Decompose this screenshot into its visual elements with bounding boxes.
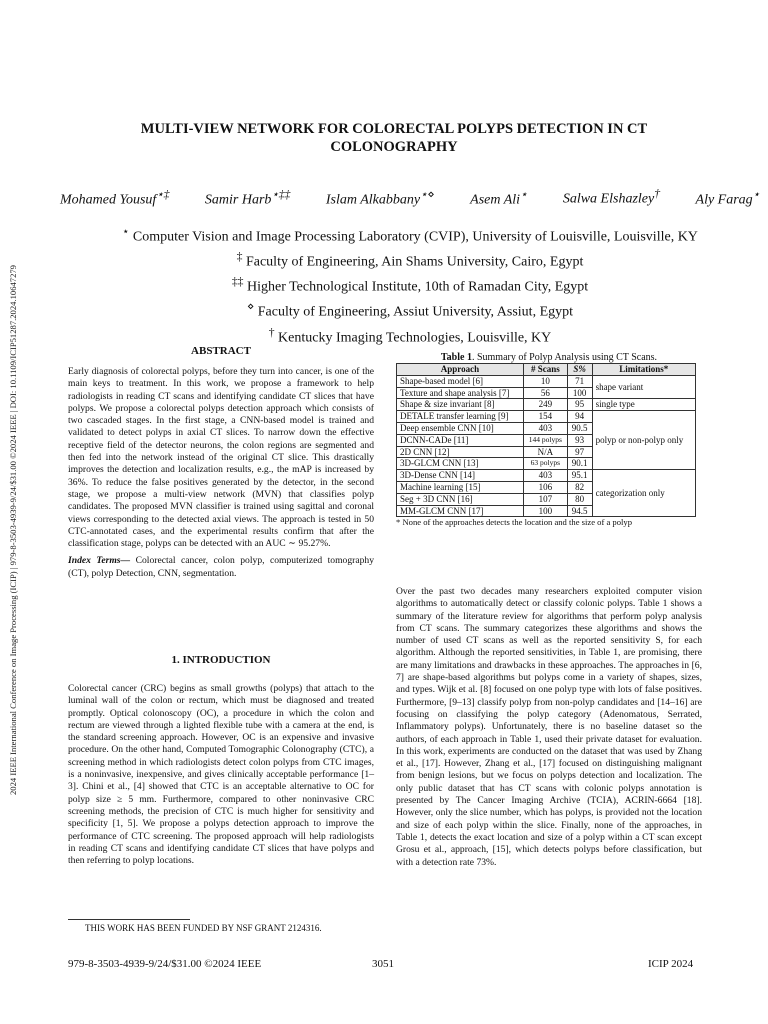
table-header-row: Approach # Scans S% Limitations* bbox=[397, 364, 696, 376]
table-row: DCNN-CADe [11] 144 polyps 93 bbox=[397, 434, 696, 446]
affiliation: ⋆ Computer Vision and Image Processing Laboratory (CVIP), University of Louisville, Louisville, KY bbox=[122, 225, 698, 245]
polyp-analysis-table bbox=[396, 363, 696, 517]
author: Islam Alkabbany⋆⋄ bbox=[325, 188, 435, 208]
table-row: Seg + 3D CNN [16] 107 80 bbox=[397, 493, 696, 505]
abstract-heading: ABSTRACT bbox=[191, 345, 251, 357]
funding-footnote: THIS WORK HAS BEEN FUNDED BY NSF GRANT 2124316. bbox=[85, 923, 322, 933]
table-row: Deep ensemble CNN [10] 403 90.5 bbox=[397, 422, 696, 434]
side-doi-strip bbox=[6, 190, 20, 870]
table-row: Shape & size invariant [8] 249 95 single type bbox=[397, 399, 696, 411]
abstract-text: Early diagnosis of colorectal polyps, before they turn into cancer, is one of the main keys to treatment. In this work, we propose a framework to help radiologists in reading CT scans and identifying candidate CT slices that have polyps. We propose a colorectal polyps detection approach which consists of two cascaded stages. In the first stage, a CNN-based model is trained and validated to detect polyps in axial CT slices. To narrow down the effective receptive field of the detector neurons, the colon regions are segmented and then fed into the network instead of the original CT slice. This drastically improves the detection and localization results, e.g., the mAP is increased by 36%. To reduce the false positives generated by the detector, in the second stage, we propose a multi-view network (MVN) that classifies polyp candidates. The proposed MVN classifier is trained using sagittal and coronal views corresponding to the detected axial views. The approach is tested in 50 CTC-annotated cases, and the experimental results confirm that after the classification stage, polyps can be detected with an AUC ∼ 95.27%. bbox=[68, 366, 374, 550]
table-row: 3D-GLCM CNN [13] 63 polyps 90.1 bbox=[397, 458, 696, 470]
title-line-1: MULTI-VIEW NETWORK FOR COLORECTAL POLYPS DETECTION IN CT bbox=[140, 121, 648, 137]
intro-body bbox=[68, 683, 374, 867]
table-row: DETALE transfer learning [9] 154 94 polyp or non-polyp only bbox=[397, 411, 696, 423]
author: Aly Farag⋆ bbox=[695, 188, 760, 208]
author: Samir Harb⋆‡‡ bbox=[204, 188, 291, 208]
intro-continued-text: Over the past two decades many researchers exploited computer vision algorithms to automatically detect or classify colonic polyps. Table 1 shows a summary of the literature review for algorithms that perform polyp analysis from CT scans. The summary categorizes these algorithms and shows the number of used CT scans as well as the reported sensitivity S, for each algorithm. Although the reported sensitivities, in Table 1, are promising, there are many limitations and drawbacks in these approaches. The approaches in [6, 7] are shape-based algorithms but polyps come in a variety of shapes, sizes, and types. Wijk et al. [8] focused on one polyp type with lots of false positives. Furthermore, [9–13] classify polyp from non-polyp candidates and [14–16] are focusing on classifying the polyp category (Adenomatous, Serrated, Inflammatory polyps). Unfortunately, there is no baseline dataset so the authors, of each approach in Table 1, used their private dataset for evaluation. In this work, experiments are conducted on the dataset that was used by Zhang et al., [17]. However, Zhang et al., [17] focused on distinguishing malignant from benign lesions, but we focus on polyps detection and localization. The only public dataset that has CT scans with colonic polyps annotation is presented by The Cancer Imaging Archive (TCIA), ACRIN-6664 [18]. However, only the slice number, which has polyps, is provided not the location and size of each polyp within the slice. Finally, none of the approaches, in Table 1, detects the exact location and size of a polyp within a CT scan except Grosu et al., approach, [15], which detects polyps before classification, but with a detection rate 73%. bbox=[396, 586, 702, 868]
footer-conference: ICIP 2024 bbox=[648, 958, 694, 970]
table-row: MM-GLCM CNN [17] 100 94.5 bbox=[397, 505, 696, 517]
side-doi-text: 2024 IEEE International Conference on Image Processing (ICIP) | 979-8-3503-4939-9/24/$31.00 ©2024 IEEE | DOI: 10.1109/ICIP51287.2024.10647279 bbox=[8, 265, 18, 795]
page-number: 3051 bbox=[372, 958, 394, 970]
table-row: Shape-based model [6] 10 71 shape variant bbox=[397, 375, 696, 387]
author: Mohamed Yousuf⋆‡ bbox=[60, 188, 170, 208]
author: Asem Ali⋆ bbox=[470, 188, 528, 208]
affiliation: ‡‡ Higher Technological Institute, 10th of Ramadan City, Egypt bbox=[231, 275, 589, 295]
table-row: Machine learning [15] 106 82 bbox=[397, 481, 696, 493]
table-row: 3D-Dense CNN [14] 403 95.1 categorization only bbox=[397, 470, 696, 482]
abstract-body bbox=[68, 366, 374, 580]
affiliation: † Kentucky Imaging Technologies, Louisville, KY bbox=[268, 325, 552, 346]
intro-continued bbox=[396, 586, 702, 869]
affiliations bbox=[60, 222, 760, 348]
footer-isbn: 979-8-3503-4939-9/24/$31.00 ©2024 IEEE bbox=[68, 958, 262, 970]
affiliation: ‡ Faculty of Engineering, Ain Shams University, Cairo, Egypt bbox=[236, 250, 584, 270]
table-row: 2D CNN [12] N/A 97 bbox=[397, 446, 696, 458]
paper-title bbox=[80, 120, 708, 156]
table-caption: Table 1. Summary of Polyp Analysis using CT Scans. bbox=[440, 352, 658, 363]
title-line-2: COLONOGRAPHY bbox=[330, 139, 458, 155]
intro-heading: 1. INTRODUCTION bbox=[171, 654, 271, 666]
table-note: * None of the approaches detects the location and the size of a polyp bbox=[396, 517, 633, 528]
footnote-rule bbox=[68, 919, 190, 920]
affiliation: ⋄ Faculty of Engineering, Assiut University, Assiut, Egypt bbox=[246, 300, 574, 321]
table-row: Texture and shape analysis [7] 56 100 bbox=[397, 387, 696, 399]
author-list bbox=[60, 187, 760, 209]
index-terms: Index Terms— Colorectal cancer, colon polyp, computerized tomography (CT), polyp Detection, CNN, segmentation. bbox=[68, 555, 374, 579]
table-block bbox=[396, 352, 702, 527]
intro-text: Colorectal cancer (CRC) begins as small growths (polyps) that attach to the luminal wall of the colon or rectum, which must be diagnosed and treated promptly. Optical colonoscopy (OC), a procedure in which the colon and rectum are viewed through a lighted flexible tube with a camera at the end, is the standard screening approach. However, OC is an expensive and invasive procedure. On the other hand, Computed Tomographic Colonography (CTC), a screening method in which radiologists detect colon polyps from CTC images, is a noninvasive, inexpensive, and gives clinically acceptable performance [1–3]. Chini et al., [4] showed that CTC is an acceptable alternative to OC for polyp size ≥ 5 mm. Furthermore, compared to other noninvasive CRC screening methods, the precision of CTC is much higher for sensitivity and specificity [1, 5]. We propose a polyps detection approach to improve the performance of CTC screening. The proposed approach will help radiologists in reading CT scans and identifying candidate CT slices that have polyps and then referring to polyp locations. bbox=[68, 683, 374, 867]
author: Salwa Elshazley† bbox=[562, 187, 661, 207]
